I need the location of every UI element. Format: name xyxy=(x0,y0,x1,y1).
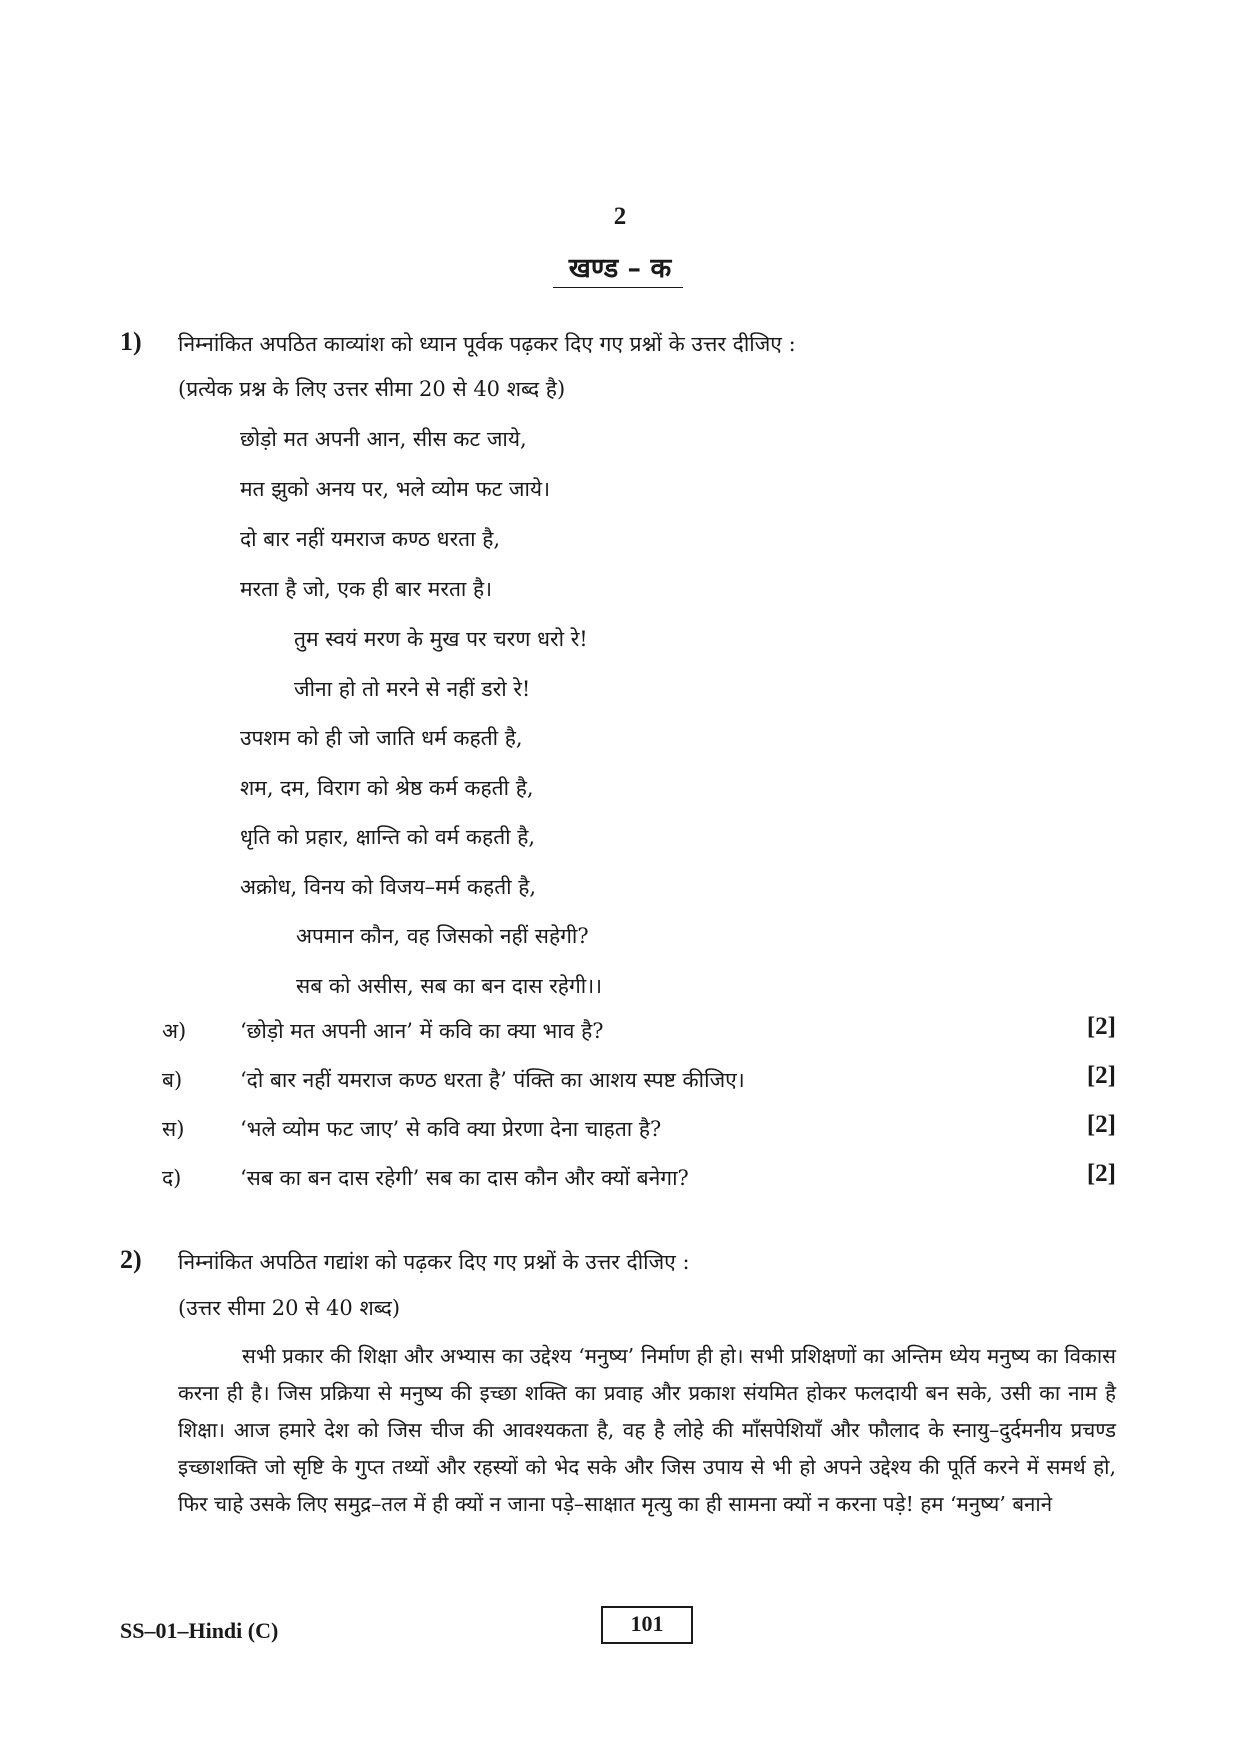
poem-line: धृति को प्रहार, क्षान्ति को वर्म कहती है, xyxy=(240,825,536,849)
subquestion-text: ‘सब का बन दास रहेगी’ सब का दास कौन और क्यों बनेगा? xyxy=(240,1166,689,1190)
question-2-number: 2) xyxy=(120,1245,142,1274)
page-code-box: 101 xyxy=(601,1606,693,1644)
poem-line: अपमान कौन, वह जिसको नहीं सहेगी? xyxy=(296,924,589,948)
subquestion-letter: स) xyxy=(162,1117,185,1141)
question-2-instruction: निम्नांकित अपठित गद्यांश को पढ़कर दिए गए प्रश्नों के उत्तर दीजिए : xyxy=(178,1250,690,1274)
subquestion-marks: [2] xyxy=(1086,1013,1116,1040)
subquestion-marks: [2] xyxy=(1086,1062,1116,1089)
subquestion-text: ‘दो बार नहीं यमराज कण्ठ धरता है’ पंक्ति का आशय स्पष्ट कीजिए। xyxy=(240,1068,745,1092)
question-1-word-limit: (प्रत्येक प्रश्न के लिए उत्तर सीमा 20 से 40 शब्द है) xyxy=(178,377,566,401)
poem-line: सब को असीस, सब का बन दास रहेगी।। xyxy=(296,974,603,998)
subquestion-marks: [2] xyxy=(1086,1111,1116,1138)
poem-line: अक्रोध, विनय को विजय–मर्म कहती है, xyxy=(240,875,537,899)
question-1-instruction: निम्नांकित अपठित काव्यांश को ध्यान पूर्वक पढ़कर दिए गए प्रश्नों के उत्तर दीजिए : xyxy=(178,332,796,356)
subquestion-letter: ब) xyxy=(162,1068,183,1092)
subquestion-text: ‘भले व्योम फट जाए’ से कवि क्या प्रेरणा देना चाहता है? xyxy=(240,1117,662,1141)
page-number: 2 xyxy=(613,203,627,230)
poem-line: दो बार नहीं यमराज कण्ठ धरता है, xyxy=(240,527,501,551)
prose-passage: सभी प्रकार की शिक्षा और अभ्यास का उद्देश्य ‘मनुष्य’ निर्माण ही हो। सभी प्रशिक्षणों का अन्तिम ध्येय मनुष्य का विकास करना ही है। जिस प्रक्रिया से मनुष्य की इच्छा शक्ति का प्रवाह और प्रकाश संयमित होकर फलदायी बन सके, उसी का नाम है शिक्षा। आज हमारे देश को जिस चीज की आवश्यकता है, वह है लोहे की माँसपेशियाँ और फौलाद के स्नायु–दुर्दमनीय प्रचण्ड इच्छाशक्ति जो सृष्टि के गुप्त तथ्यों और रहस्यों को भेद सके और जिस उपाय से भी हो अपने उद्देश्य की पूर्ति करने में समर्थ हो, फिर चाहे उसके लिए समुद्र–तल में ही क्यों न जाना पड़े–साक्षात मृत्यु का ही सामना क्यों न करना पड़े! हम ‘मनुष्य’ बनाने xyxy=(178,1344,1116,1516)
poem-line: जीना हो तो मरने से नहीं डरो रे! xyxy=(294,677,531,701)
subquestion-text: ‘छोड़ो मत अपनी आन’ में कवि का क्या भाव है? xyxy=(240,1019,604,1043)
section-title-underline xyxy=(553,287,683,288)
subquestion-letter: द) xyxy=(162,1166,182,1190)
subquestion-marks: [2] xyxy=(1086,1160,1116,1187)
subquestion-letter: अ) xyxy=(162,1019,187,1043)
question-2-word-limit: (उत्तर सीमा 20 से 40 शब्द) xyxy=(178,1296,401,1320)
poem-line: तुम स्वयं मरण के मुख पर चरण धरो रे! xyxy=(294,627,588,651)
section-title: खण्ड – क xyxy=(568,253,672,284)
poem-line: छोड़ो मत अपनी आन, सीस कट जाये, xyxy=(240,427,527,451)
question-1-number: 1) xyxy=(120,327,142,356)
paper-code: SS–01–Hindi (C) xyxy=(120,1618,279,1643)
poem-line: मत झुको अनय पर, भले व्योम फट जाये। xyxy=(240,477,551,501)
poem-line: मरता है जो, एक ही बार मरता है। xyxy=(240,577,493,601)
poem-line: शम, दम, विराग को श्रेष्ठ कर्म कहती है, xyxy=(240,776,534,800)
poem-line: उपशम को ही जो जाति धर्म कहती है, xyxy=(240,726,523,750)
